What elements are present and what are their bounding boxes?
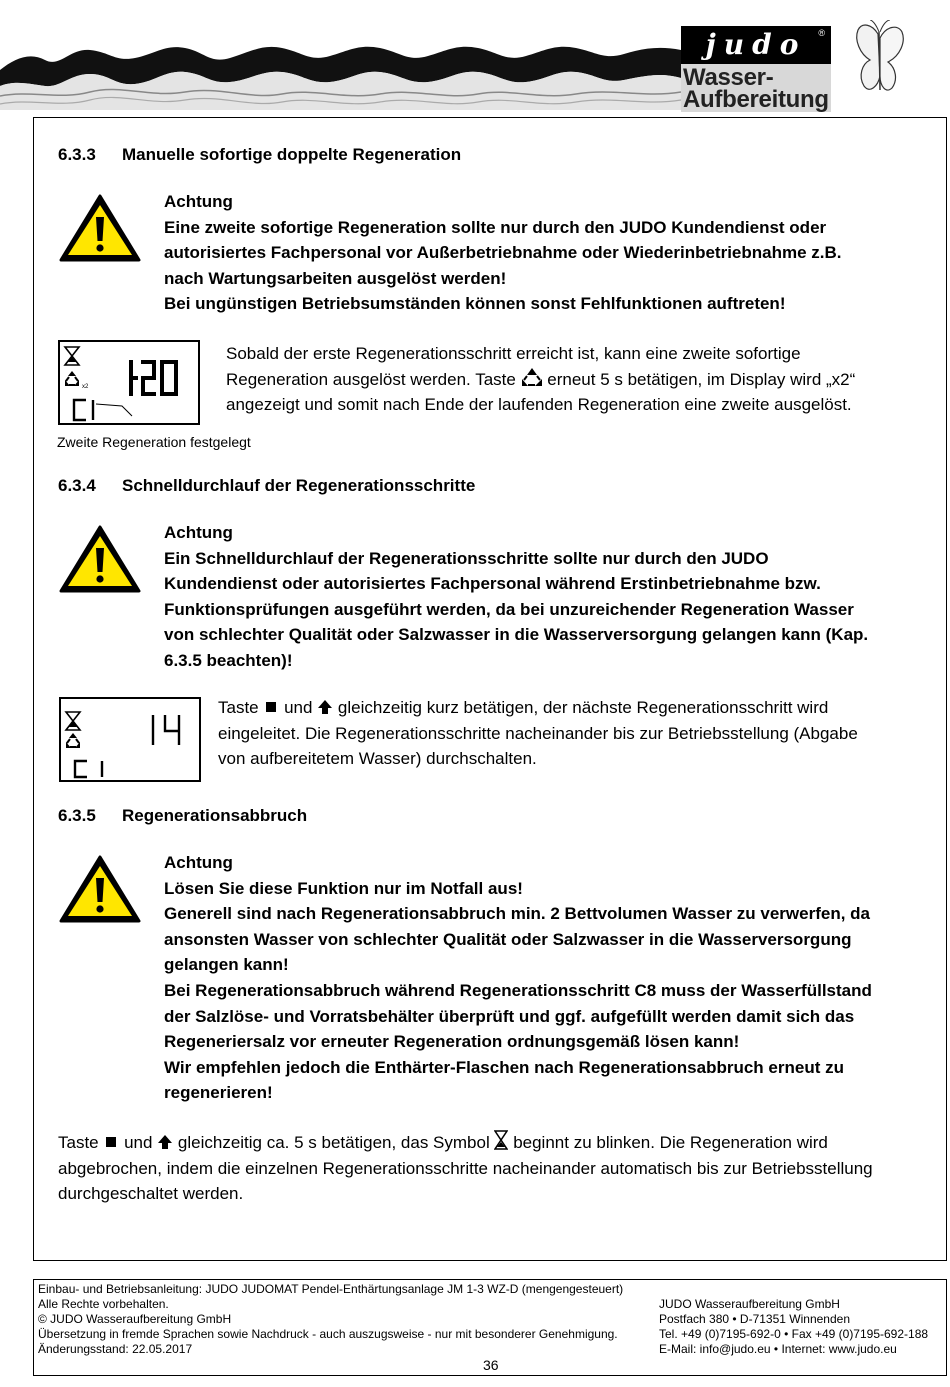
footer-manual-title: Einbau- und Betriebsanleitung: JUDO JUDOMAT Pendel-Enthärtungsanlage JM 1-3 WZ-D (mengengesteuert) [38,1282,624,1296]
footer-copyright: © JUDO Wasseraufbereitung GmbH [38,1312,232,1326]
hourglass-icon [66,712,80,730]
logo-wasser: Wasser- [683,64,774,91]
regeneration-icon [65,371,89,390]
logo-brand: judo [705,28,807,61]
footer-company: JUDO Wasseraufbereitung GmbH [659,1297,840,1311]
butterfly-icon [850,20,910,102]
lcd-display-fast-run [59,697,201,782]
hourglass-icon [65,347,79,365]
text-6-3-3: Sobald der erste Regenerationsschritt erreicht ist, kann eine zweite sofortige Regeneration ausgelöst werden. Taste erneut 5 s betätigen, im Display wird „x2“ angezeigt und somit nach Ende der laufenden Regeneration eine zweite ausgelöst. [226,344,856,415]
arrow-up-icon [317,699,333,715]
section-heading-6-3-4: 6.3.4 Schnelldurchlauf der Regenerationsschritte [58,476,476,495]
footer-rights: Alle Rechte vorbehalten. [38,1297,169,1311]
footer-email-web: E-Mail: info@judo.eu • Internet: www.judo.eu [659,1342,897,1356]
warning-text-6-3-3: Achtung Eine zweite sofortige Regeneration sollte nur durch den JUDO Kundendienst oder autorisiertes Fachpersonal vor Außerbetriebnahme oder Wiederinbetriebnahme z.B. nach Wartungsarbeiten ausgelöst werden! Bei ungünstigen Betriebsumständen können sonst Fehlfunktionen auftreten! [164,192,842,314]
footer-revision-date: Änderungsstand: 22.05.2017 [38,1342,193,1356]
stop-square-icon [103,1134,119,1150]
text-6-3-4: Taste und gleichzeitig kurz betätigen, der nächste Regenerationsschritt wird eingeleitet. Die Regenerationsschritte nacheinander bis zur Betriebsstellung (Abgabe von aufbereitetem Wasser) durchschalten. [218,698,858,769]
warning-triangle-icon [58,193,142,263]
stop-square-icon [263,699,279,715]
warning-text-6-3-5: Achtung Lösen Sie diese Funktion nur im Notfall aus! Generell sind nach Regenerationsabbruch min. 2 Bettvolumen Wasser zu verwerfen, da ansonsten Wasser von schlechter Qualität oder Salzwasser in die Wasserversorgung gelangen kann! Bei Regenerationsabbruch während Regenerationsschritt C8 muss der Wasserfüllstand der Salzlöse- und Vorratsbehälter überprüft und ggf. aufgefüllt werden damit sich das Regeneriersalz vor erneuter Regeneration ordnungsgemäß lösen kann! Wir empfehlen jedoch die Enthärter-Flaschen nach Regenerationsabbruch erneut zu regenerieren! [164,853,872,1103]
hourglass-icon [494,1130,508,1150]
lcd-display-double-regeneration [58,340,200,425]
regeneration-icon [521,367,543,387]
arrow-up-icon [157,1134,173,1150]
judo-logo [681,26,831,112]
display-caption: Zweite Regeneration festgelegt [57,434,251,450]
section-heading-6-3-3: 6.3.3 Manuelle sofortige doppelte Regeneration [58,145,462,164]
svg-text:x2: x2 [82,384,89,390]
footer-translation-note: Übersetzung in fremde Sprachen sowie Nachdruck - auch auszugsweise - nur mit besonderer Genehmigung. [38,1327,618,1341]
footer-phone-fax: Tel. +49 (0)7195-692-0 • Fax +49 (0)7195-692-188 [659,1327,929,1341]
logo-registered-mark: ® [818,28,825,38]
page-number: 36 [483,1357,499,1373]
regeneration-icon [66,733,80,748]
text-6-3-5: Taste und gleichzeitig ca. 5 s betätigen, das Symbol beginnt zu blinken. Die Regeneration wird abgebrochen, indem die einzelnen Regenerationsschritte nacheinander automatisch bis zur Betriebsstellung durchgeschaltet werden. [58,1130,873,1207]
footer-postbox: Postfach 380 • D-71351 Winnenden [659,1312,850,1326]
warning-text-6-3-4: Achtung Ein Schnelldurchlauf der Regenerationsschritte sollte nur durch den JUDO Kundendienst oder autorisiertes Fachpersonal während Erstinbetriebnahme bzw. Funktionsprüfungen ausgeführt werden, da bei unzureichender Regeneration Wasser von schlechter Qualität oder Salzwasser in die Wasserversorgung gelangen kann (Kap. 6.3.5 beachten)! [164,523,869,670]
logo-aufbereitung: Aufbereitung [683,86,829,113]
section-heading-6-3-5: 6.3.5 Regenerationsabbruch [58,806,308,825]
warning-triangle-icon [58,854,142,924]
warning-triangle-icon [58,524,142,594]
